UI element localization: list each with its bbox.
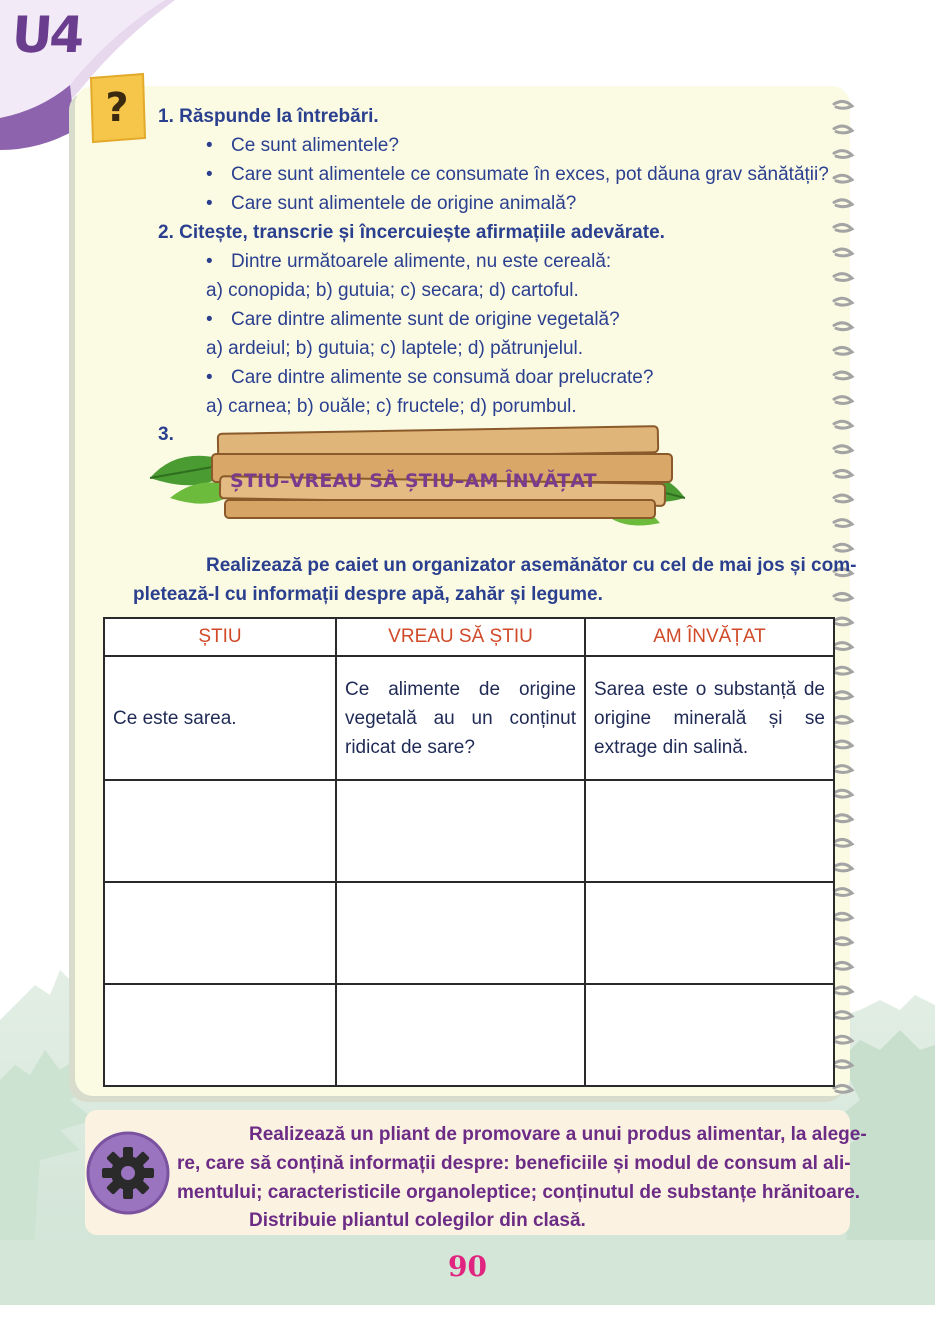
q2-question — [206, 367, 653, 389]
q1-item — [206, 193, 576, 215]
spiral-ring — [834, 864, 852, 871]
spiral-ring — [834, 421, 852, 428]
spiral-ring — [834, 495, 852, 502]
table-cell — [104, 984, 336, 1086]
question-mark-icon: ? — [105, 85, 129, 131]
q2-options: a) ardeiul; b) gutuia; c) laptele; d) pătrunjelul. — [206, 338, 584, 359]
spiral-ring — [834, 766, 852, 773]
spiral-ring — [834, 913, 852, 920]
spiral-ring — [834, 667, 852, 674]
q1-item — [206, 164, 829, 186]
spiral-ring — [834, 1036, 852, 1043]
spiral-ring — [834, 544, 852, 551]
table-row — [104, 882, 834, 984]
bullet: • — [206, 367, 213, 388]
spiral-ring — [834, 298, 852, 305]
q2-question-text: Care dintre alimente se consumă doar prelucrate? — [231, 367, 654, 388]
gear-icon — [84, 1127, 172, 1219]
table-cell — [104, 882, 336, 984]
spiral-ring — [834, 126, 852, 133]
spiral-ring — [834, 520, 852, 527]
spiral-ring — [834, 249, 852, 256]
q1-item-text: Care sunt alimentele de origine animală? — [231, 193, 577, 214]
q2-question — [206, 309, 620, 331]
spiral-ring — [834, 692, 852, 699]
table-cell: Sarea este o substanță de origine minerală și se extrage din salină. — [585, 656, 834, 780]
spiral-ring — [834, 470, 852, 477]
page-number: 90 — [448, 1250, 487, 1283]
bullet: • — [206, 193, 213, 214]
q1-item — [206, 135, 399, 157]
kwl-banner-title: ȘTIU–VREAU SĂ ȘTIU–AM ÎNVĂȚAT — [230, 470, 597, 492]
q1-title: 1. Răspunde la întrebări. — [158, 106, 379, 127]
spiral-ring — [834, 741, 852, 748]
table-cell — [104, 780, 336, 882]
spiral-ring — [834, 224, 852, 231]
bullet: • — [206, 135, 213, 156]
spiral-ring — [834, 397, 852, 404]
q1-item-text: Ce sunt alimentele? — [231, 135, 399, 156]
table-cell — [585, 882, 834, 984]
spiral-ring — [834, 962, 852, 969]
q2-title: 2. Citește, transcrie și încercuiește afirmațiile adevărate. — [158, 222, 665, 243]
table-row — [104, 984, 834, 1086]
spiral-ring — [834, 372, 852, 379]
bullet: • — [206, 309, 213, 330]
spiral-ring — [834, 815, 852, 822]
project-line3: mentului; caracteristicile organoleptice; conținutul de substanțe hrănitoare. — [177, 1182, 861, 1203]
table-cell — [336, 882, 585, 984]
header-stiu: ȘTIU — [104, 618, 336, 656]
q3-instruction-line1: Realizează pe caiet un organizator asemănător cu cel de mai jos și com- — [206, 555, 857, 576]
spiral-ring — [834, 889, 852, 896]
table-cell — [336, 780, 585, 882]
project-line1: Realizează un pliant de promovare a unui produs alimentar, la alege- — [249, 1124, 867, 1145]
spiral-ring — [834, 987, 852, 994]
q2-options: a) conopida; b) gutuia; c) secara; d) cartoful. — [206, 280, 579, 301]
q3-instruction-line2: pletează-l cu informații despre apă, zahăr și legume. — [133, 584, 603, 605]
q2-question-text: Care dintre alimente sunt de origine vegetală? — [231, 309, 620, 330]
project-line2: re, care să conțină informații despre: beneficiile și modul de consum al ali- — [177, 1153, 851, 1174]
question-badge — [85, 72, 149, 144]
table-cell — [585, 780, 834, 882]
table-cell: Ce alimente de origine vegetală au un conținut ridicat de sare? — [336, 656, 585, 780]
header-am-invatat: AM ÎNVĂȚAT — [585, 618, 834, 656]
kwl-table — [103, 617, 835, 1087]
spiral-binding — [832, 96, 856, 1106]
spiral-ring — [834, 1061, 852, 1068]
header-vreau-sa-stiu: VREAU SĂ ȘTIU — [336, 618, 585, 656]
table-header-row — [104, 618, 834, 656]
spiral-ring — [834, 839, 852, 846]
table-row — [104, 656, 834, 780]
spiral-ring — [834, 1012, 852, 1019]
q2-question-text: Dintre următoarele alimente, nu este cereală: — [231, 251, 612, 272]
spiral-ring — [834, 618, 852, 625]
q2-question — [206, 251, 611, 273]
spiral-ring — [834, 790, 852, 797]
q3-number: 3. — [158, 424, 174, 445]
spiral-ring — [834, 716, 852, 723]
unit-label: U4 — [9, 6, 84, 64]
spiral-ring — [834, 938, 852, 945]
q2-options: a) carnea; b) ouăle; c) fructele; d) porumbul. — [206, 396, 577, 417]
spiral-ring — [834, 446, 852, 453]
spiral-ring — [834, 200, 852, 207]
table-cell — [336, 984, 585, 1086]
spiral-ring — [834, 151, 852, 158]
spiral-ring — [834, 1085, 852, 1092]
table-cell — [585, 984, 834, 1086]
spiral-ring — [834, 347, 852, 354]
spiral-ring — [834, 175, 852, 182]
bullet: • — [206, 251, 213, 272]
table-row — [104, 780, 834, 882]
project-line4: Distribuie pliantul colegilor din clasă. — [249, 1210, 586, 1231]
spiral-ring — [834, 323, 852, 330]
spiral-ring — [834, 643, 852, 650]
bullet: • — [206, 164, 213, 185]
table-cell: Ce este sarea. — [104, 656, 336, 780]
spiral-ring — [834, 101, 852, 108]
q1-item-text: Care sunt alimentele ce consumate în exces, pot dăuna grav sănătății? — [231, 164, 829, 185]
spiral-ring — [834, 593, 852, 600]
spiral-ring — [834, 274, 852, 281]
